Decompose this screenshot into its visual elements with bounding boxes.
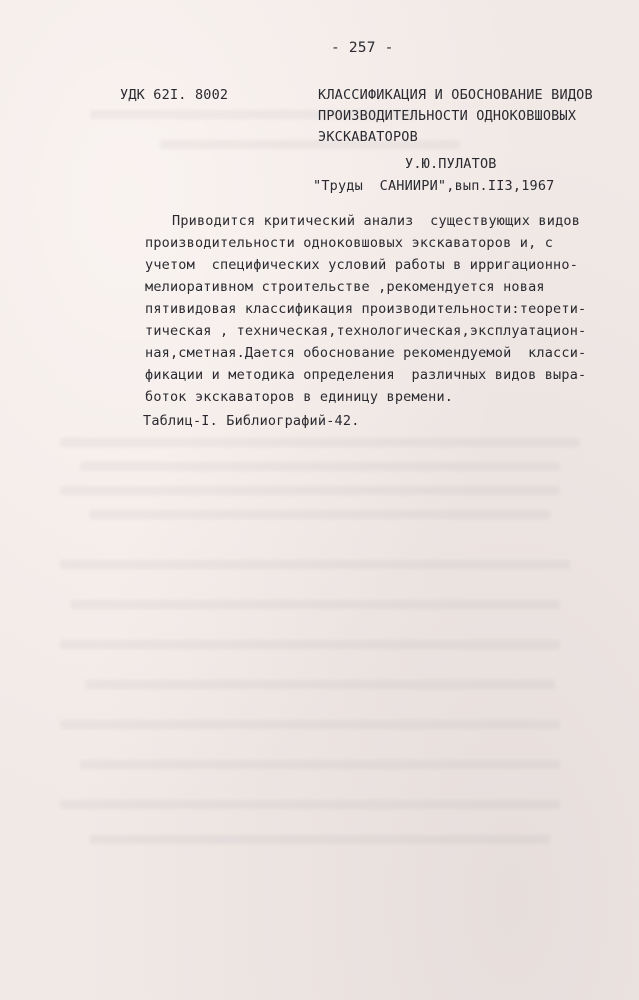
tables-bibliography-count: Таблиц-I. Библиографий-42. (143, 413, 360, 429)
page-number: - 257 - (331, 40, 394, 56)
show-through-10 (80, 760, 560, 769)
show-through-8 (85, 680, 555, 689)
source-citation: "Труды САНИИРИ",вып.II3,1967 (313, 178, 555, 194)
abstract-line-4: мелиоративном строительстве ,рекомендуется новая (145, 279, 545, 295)
abstract-line-3: учетом специфических условий работы в ирригационно- (145, 257, 579, 273)
show-through-11 (60, 800, 560, 809)
title-line-3: ЭКСКАВАТОРОВ (318, 129, 418, 145)
show-through-7 (60, 640, 560, 649)
show-through-12 (90, 835, 550, 844)
show-through-3 (60, 486, 560, 495)
abstract-line-5: пятивидовая классификация производительности:теорети- (145, 301, 587, 317)
abstract-line-2: производительности одноковшовых экскаваторов и, с (145, 235, 554, 251)
show-through-9 (60, 720, 560, 729)
title-line-2: ПРОИЗВОДИТЕЛЬНОСТИ ОДНОКОВШОВЫХ (318, 108, 577, 124)
show-through-5 (60, 560, 570, 569)
show-through-2 (80, 462, 560, 471)
show-through-4 (90, 510, 550, 519)
abstract-line-7: ная,сметная.Дается обоснование рекомендуемой класси- (145, 345, 587, 361)
abstract-line-9: боток экскаваторов в единицу времени. (145, 389, 454, 405)
abstract-line-6: тическая , техническая,технологическая,эксплуатацион- (145, 323, 587, 339)
show-through-1 (60, 438, 580, 447)
author: У.Ю.ПУЛАТОВ (405, 156, 497, 172)
abstract-line-1: Приводится критический анализ существующих видов (172, 213, 581, 229)
udk-code: УДК 62I. 8002 (120, 87, 229, 103)
title-line-1: КЛАССИФИКАЦИЯ И ОБОСНОВАНИЕ ВИДОВ (318, 87, 593, 103)
show-through-6 (70, 600, 560, 609)
abstract-line-8: фикации и методика определения различных видов выра- (145, 367, 587, 383)
